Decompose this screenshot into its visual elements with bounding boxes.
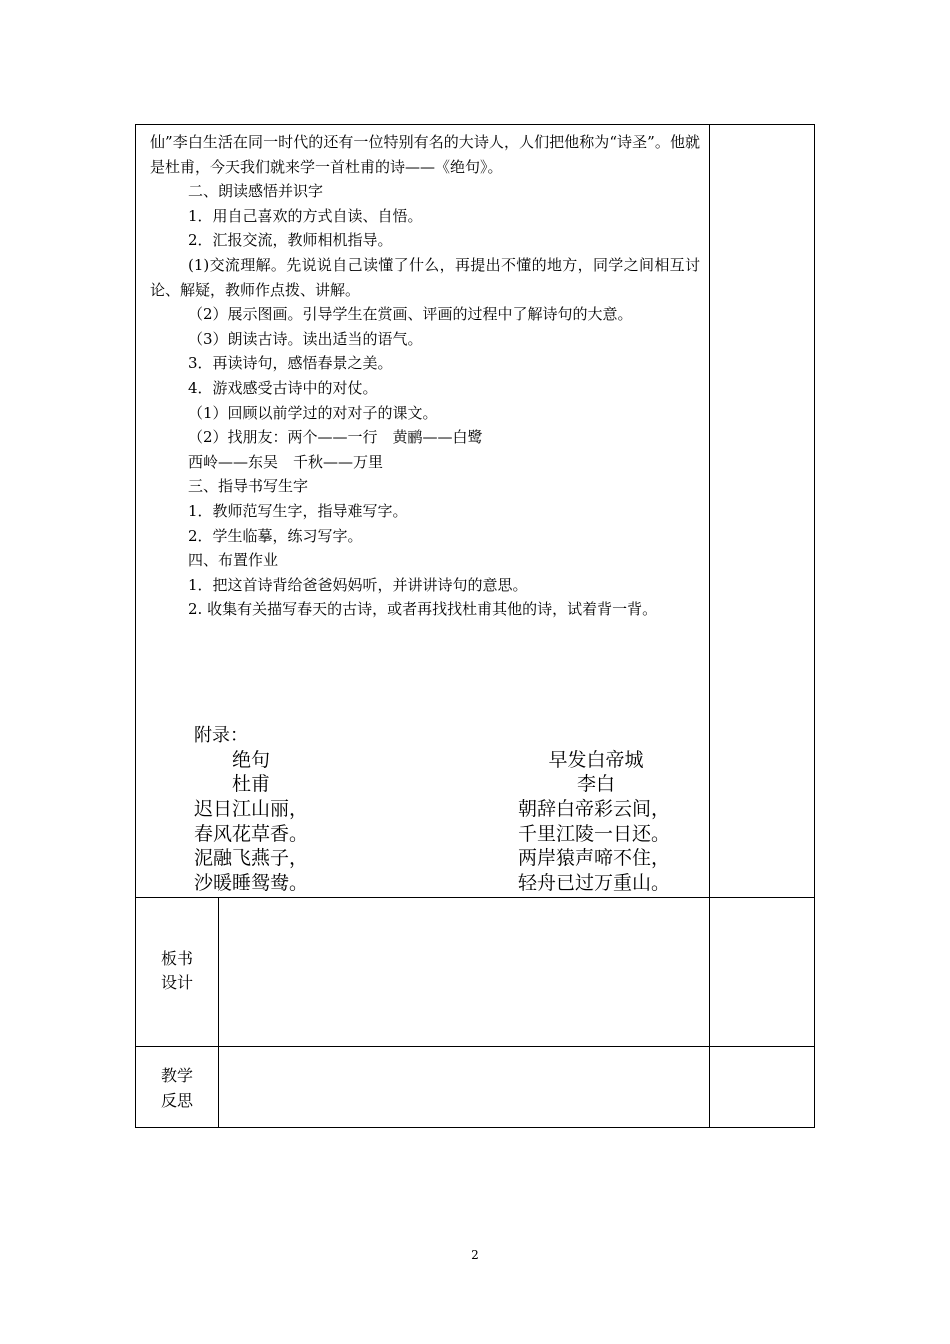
poem-1-title: 绝句 — [231, 749, 270, 771]
poem-2-line: 千里江陵一日还。 — [518, 823, 671, 845]
poem-2-line: 轻舟已过万重山。 — [518, 872, 671, 894]
table-rule-row-2 — [135, 1046, 815, 1047]
teaching-reflection-label-line-1: 教学 — [160, 1066, 193, 1085]
lesson-procedure-text — [150, 130, 700, 622]
lesson-paragraph: 2．学生临摹，练习写字。 — [188, 526, 363, 545]
lesson-paragraph: 四、布置作业 — [188, 551, 279, 570]
lesson-paragraph: 2. 收集有关描写春天的古诗，或者再找找杜甫其他的诗，试着背一背。 — [188, 600, 658, 619]
lesson-paragraph: 2．汇报交流，教师相机指导。 — [188, 231, 393, 250]
lesson-paragraph: 三、指导书写生字 — [188, 477, 309, 496]
board-design-label-line-2: 设计 — [160, 973, 193, 992]
lesson-paragraph: 4．游戏感受古诗中的对仗。 — [188, 378, 378, 397]
poem-1-line: 春风花草香。 — [194, 823, 309, 845]
poem-1-line: 沙暖睡鸳鸯。 — [194, 872, 309, 894]
lesson-paragraph: （2）找朋友：两个——一行 黄鹂——白鹭 — [188, 428, 483, 447]
table-rule-right-column — [709, 124, 710, 1128]
poem-2-line: 朝辞白帝彩云间， — [518, 798, 671, 820]
page-number: 2 — [471, 1248, 479, 1262]
lesson-paragraph: 仙”李白生活在同一时代的还有一位特别有名的大诗人，人们把他称为“诗圣”。他就是杜甫，今天我们就来学一首杜甫的诗——《绝句》。 — [150, 133, 700, 176]
appendix-label: 附录： — [194, 725, 248, 746]
lesson-paragraph: 1．把这首诗背给爸爸妈妈听，并讲讲诗句的意思。 — [188, 575, 528, 594]
lesson-paragraph: 1．用自己喜欢的方式自读、自悟。 — [188, 206, 423, 225]
table-rule-row-1 — [135, 897, 815, 898]
poem-1-line: 泥融飞燕子， — [194, 847, 309, 869]
lesson-paragraph: （2）展示图画。引导学生在赏画、评画的过程中了解诗句的大意。 — [188, 305, 633, 324]
lesson-paragraph: 1．教师范写生字，指导难写字。 — [188, 501, 408, 520]
poem-1-author: 杜甫 — [231, 773, 270, 795]
poem-1-line: 迟日江山丽， — [194, 798, 309, 820]
table-rule-label-column — [218, 897, 219, 1128]
teaching-reflection-label-line-2: 反思 — [160, 1091, 193, 1110]
lesson-paragraph: 西岭——东吴 千秋——万里 — [188, 452, 384, 471]
board-design-label-line-1: 板书 — [160, 949, 193, 968]
poem-2-line: 两岸猿声啼不住， — [518, 847, 671, 869]
poem-2-title: 早发白帝城 — [548, 749, 644, 771]
lesson-paragraph: 二、朗读感悟并识字 — [188, 182, 324, 201]
lesson-paragraph: (1)交流理解。先说说自己读懂了什么，再提出不懂的地方，同学之间相互讨论、解疑，教师作点拨、讲解。 — [150, 255, 700, 299]
lesson-paragraph: （1）回顾以前学过的对对子的课文。 — [188, 403, 438, 422]
poem-2-author: 李白 — [576, 773, 615, 795]
lesson-paragraph: 3．再读诗句，感悟春景之美。 — [188, 354, 393, 373]
lesson-paragraph: （3）朗读古诗。读出适当的语气。 — [188, 329, 423, 348]
